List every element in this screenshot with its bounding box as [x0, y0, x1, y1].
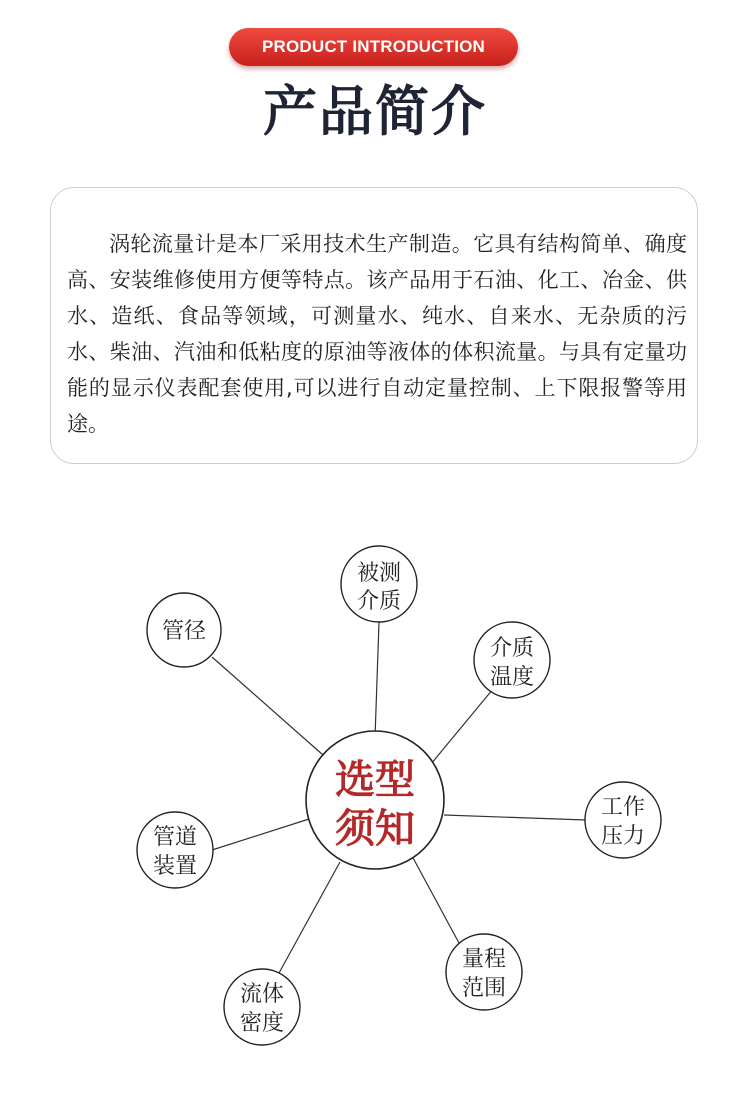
node-range — [446, 934, 522, 1010]
node-fluid-density-line2: 密度 — [239, 1011, 285, 1036]
node-medium-temperature — [474, 622, 550, 698]
connector-working-pressure — [444, 815, 586, 820]
node-working-pressure — [585, 782, 661, 858]
node-measured-medium — [341, 546, 417, 622]
connector-medium-temperature — [426, 689, 493, 770]
node-pipe-diameter — [147, 593, 221, 667]
node-measured-medium-line2: 介质 — [356, 589, 402, 614]
node-range-line1: 量程 — [461, 947, 507, 972]
node-pipe-diameter-label: 管径 — [161, 619, 207, 644]
intro-paragraph: 涡轮流量计是本厂采用技术生产制造。它具有结构简单、确度高、安装维修使用方便等特点。该产品用于石油、化工、冶金、供水、造纸、食品等领域，可测量水、纯水、自来水、无杂质的污水、柴油、汽油和低粘度的原油等液体的体积流量。与具有定量功能的显示仪表配套使用,可以进行自动定量控制、上下限报警等用途。 — [67, 232, 687, 436]
node-pipe-installation-line1: 管道 — [152, 825, 198, 850]
connector-measured-medium — [375, 622, 379, 738]
node-range-line2: 范围 — [461, 976, 507, 1001]
product-introduction-badge: PRODUCT INTRODUCTION — [229, 28, 518, 66]
page-title: 产品简介 — [263, 80, 487, 143]
node-working-pressure-line1: 工作 — [600, 795, 646, 820]
connector-pipe-diameter — [212, 657, 323, 755]
center-label-line1: 选型 — [335, 757, 415, 803]
center-node — [306, 731, 444, 869]
node-working-pressure-line2: 压力 — [600, 824, 646, 849]
connector-pipe-installation — [212, 819, 309, 850]
node-pipe-installation — [137, 812, 213, 888]
connector-fluid-density — [279, 862, 340, 973]
node-fluid-density — [224, 969, 300, 1045]
connector-range — [412, 856, 459, 943]
node-pipe-installation-line2: 装置 — [152, 854, 198, 879]
node-measured-medium-line1: 被测 — [356, 561, 402, 586]
node-medium-temperature-line2: 温度 — [489, 665, 535, 690]
center-label-line2: 须知 — [335, 806, 415, 852]
node-fluid-density-line1: 流体 — [239, 982, 285, 1007]
node-medium-temperature-line1: 介质 — [489, 636, 535, 661]
